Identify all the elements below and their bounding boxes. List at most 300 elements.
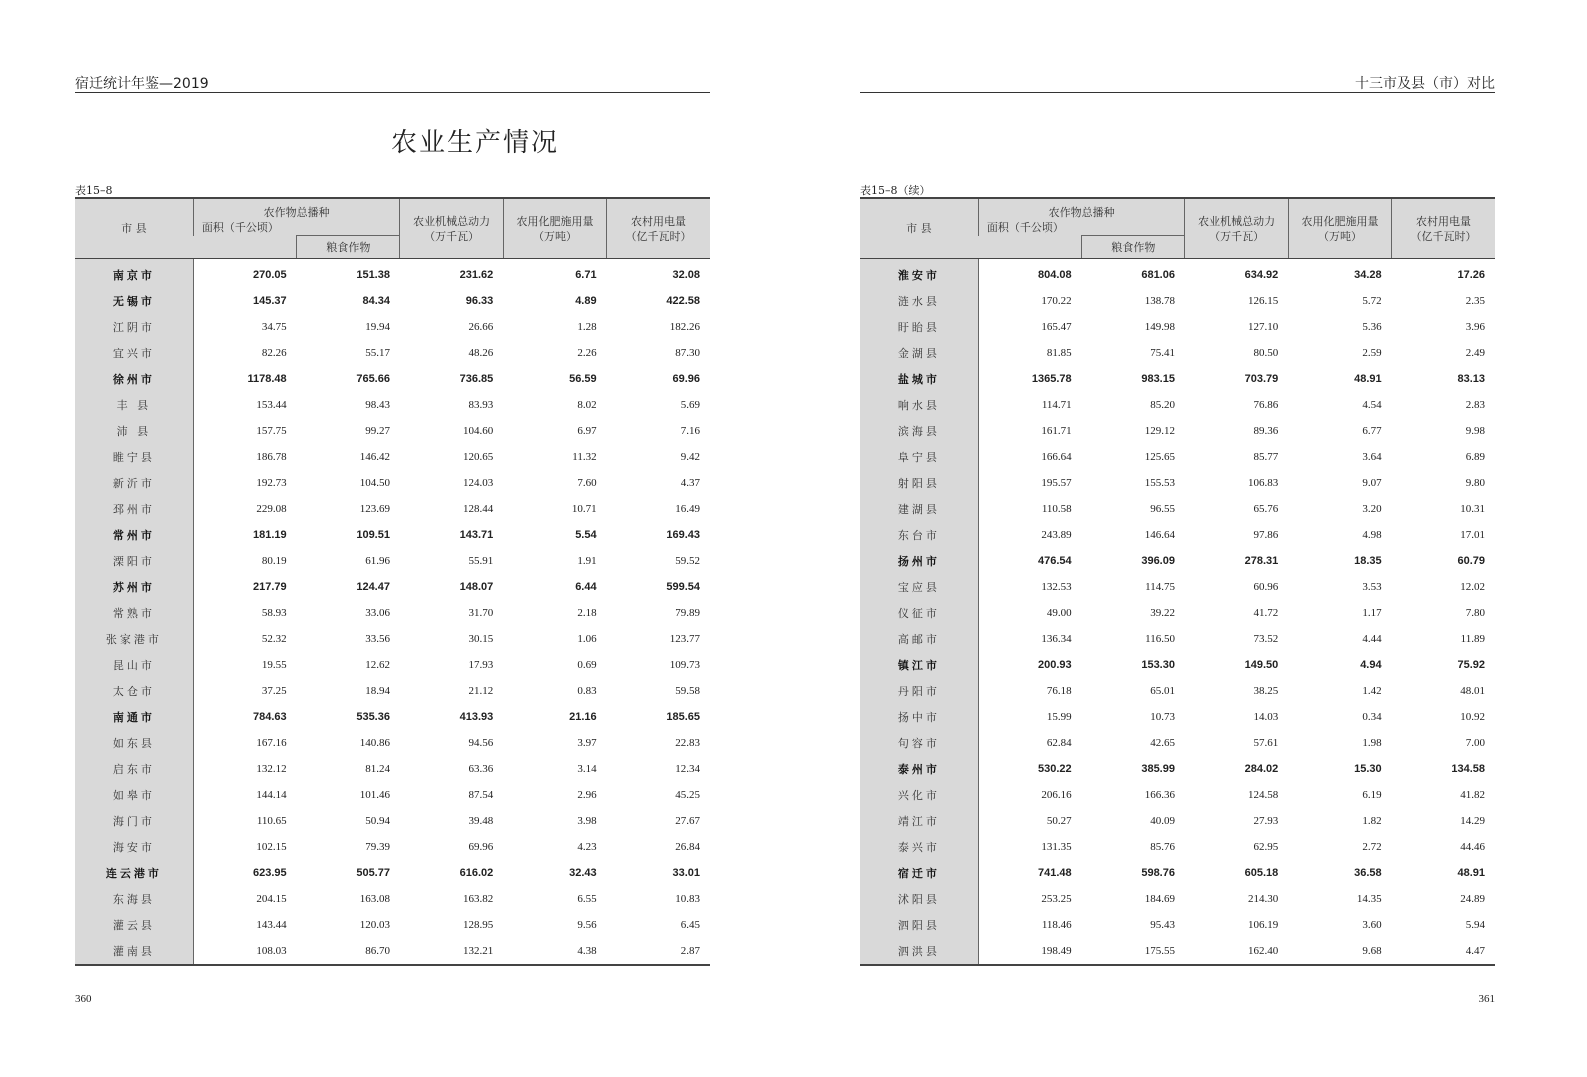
electricity-cell: 169.43	[666, 529, 700, 541]
electricity-cell: 2.35	[1465, 295, 1485, 307]
grain-cell: 40.09	[1150, 815, 1175, 827]
electricity-cell: 10.83	[675, 893, 700, 905]
header-region: 市 县	[860, 198, 978, 259]
table-row	[75, 886, 710, 912]
electricity-cell: 2.49	[1465, 347, 1485, 359]
electricity-cell: 83.13	[1457, 373, 1485, 385]
header-fertilizer-line2: （万吨）	[1317, 229, 1362, 243]
machinery-cell: 14.03	[1253, 711, 1279, 723]
electricity-cell: 22.83	[675, 737, 700, 749]
header-sown-area-line1: 农作物总播种	[263, 206, 330, 219]
data-table-left	[75, 197, 710, 966]
electricity-cell: 14.29	[1460, 815, 1485, 827]
fertilizer-cell: 6.71	[575, 269, 597, 281]
region-name-cell: 盱眙县	[860, 314, 978, 340]
header-machinery-line2: （万千瓦）	[424, 229, 480, 243]
sown-area-cell: 198.49	[978, 938, 1081, 965]
machinery-cell: 132.21	[400, 938, 503, 965]
machinery-cell: 214.30	[1248, 893, 1279, 905]
machinery-cell: 163.82	[463, 893, 494, 905]
fertilizer-cell: 2.96	[577, 789, 597, 801]
fertilizer-cell: 7.60	[577, 477, 597, 489]
table-row	[860, 860, 1495, 886]
header-machinery-line1: 农业机械总动力	[413, 214, 491, 228]
table-row	[75, 678, 710, 704]
region-name-cell: 海安市	[75, 834, 193, 860]
region-name-cell: 连云港市	[75, 860, 193, 886]
region-name-cell: 张家港市	[75, 626, 193, 652]
sown-area-cell: 136.34	[1041, 633, 1072, 645]
sown-area-cell: 165.47	[1041, 321, 1072, 333]
fertilizer-cell: 1.28	[577, 321, 597, 333]
sown-area-cell: 200.93	[1038, 659, 1072, 671]
sown-area-cell: 741.48	[1038, 867, 1072, 879]
region-name-cell: 如东县	[75, 730, 193, 756]
region-name-cell: 睢宁县	[75, 444, 193, 470]
electricity-cell: 5.69	[680, 399, 700, 411]
machinery-cell: 736.85	[459, 373, 494, 385]
region-name-cell: 宜兴市	[75, 340, 193, 366]
table-row	[860, 314, 1495, 340]
table-row	[75, 444, 710, 470]
sown-area-cell: 784.63	[253, 711, 287, 723]
sown-area-cell: 15.99	[1046, 711, 1072, 723]
fertilizer-cell: 1.17	[1362, 607, 1382, 619]
region-name-cell: 滨海县	[860, 418, 978, 444]
machinery-cell: 39.48	[468, 815, 494, 827]
table-row	[75, 548, 710, 574]
machinery-cell: 96.33	[465, 295, 494, 307]
header-sown-area-line2: 面积（千公顷）	[201, 221, 279, 234]
electricity-cell: 79.89	[675, 607, 700, 619]
fertilizer-cell: 3.53	[1362, 581, 1382, 593]
grain-cell: 123.69	[359, 503, 390, 515]
page-title: 农业生产情况	[390, 128, 559, 158]
machinery-cell: 143.71	[459, 529, 494, 541]
table-row	[860, 366, 1495, 392]
sown-area-cell: 50.27	[1046, 815, 1072, 827]
region-name-cell: 南通市	[75, 704, 193, 730]
electricity-cell: 17.01	[1460, 529, 1485, 541]
machinery-cell: 126.15	[1248, 295, 1279, 307]
grain-cell: 175.55	[1082, 938, 1185, 965]
region-name-cell: 沛 县	[75, 418, 193, 444]
table-row	[860, 418, 1495, 444]
sown-area-cell: 161.71	[1041, 425, 1072, 437]
electricity-cell: 24.89	[1460, 893, 1485, 905]
machinery-cell: 124.58	[1248, 789, 1279, 801]
fertilizer-cell: 4.89	[575, 295, 597, 307]
fertilizer-cell: 5.54	[575, 529, 597, 541]
grain-cell: 146.64	[1144, 529, 1175, 541]
sown-area-cell: 195.57	[1041, 477, 1072, 489]
region-name-cell: 扬州市	[860, 548, 978, 574]
grain-cell: 140.86	[359, 737, 390, 749]
table-row	[860, 548, 1495, 574]
region-name-cell: 东海县	[75, 886, 193, 912]
region-name-cell: 兴化市	[860, 782, 978, 808]
sown-area-cell: 114.71	[1041, 399, 1072, 411]
electricity-cell: 422.58	[666, 295, 700, 307]
table-row	[75, 938, 710, 965]
fertilizer-cell: 1.06	[577, 633, 597, 645]
region-name-cell: 常州市	[75, 522, 193, 548]
left-page	[75, 0, 710, 1077]
fertilizer-cell: 4.44	[1362, 633, 1382, 645]
electricity-cell: 2.83	[1465, 399, 1485, 411]
table-row	[860, 444, 1495, 470]
fertilizer-cell: 18.35	[1354, 555, 1382, 567]
region-name-cell: 丹阳市	[860, 678, 978, 704]
sown-area-cell: 132.53	[1041, 581, 1072, 593]
sown-area-cell: 145.37	[253, 295, 287, 307]
data-table-right	[860, 197, 1495, 966]
header-electricity-line2: （亿千瓦时）	[625, 229, 692, 243]
electricity-cell: 3.96	[1465, 321, 1485, 333]
fertilizer-cell: 32.43	[569, 867, 597, 879]
grain-cell: 85.20	[1150, 399, 1175, 411]
electricity-cell: 32.08	[672, 269, 700, 281]
machinery-cell: 48.26	[468, 347, 494, 359]
table-row	[860, 730, 1495, 756]
sown-area-cell: 82.26	[261, 347, 287, 359]
region-name-cell: 江阴市	[75, 314, 193, 340]
grain-cell: 125.65	[1144, 451, 1175, 463]
machinery-cell: 89.36	[1253, 425, 1279, 437]
electricity-cell: 59.58	[675, 685, 700, 697]
fertilizer-cell: 6.44	[575, 581, 597, 593]
region-name-cell: 仪征市	[860, 600, 978, 626]
table-row	[75, 418, 710, 444]
grain-cell: 149.98	[1144, 321, 1175, 333]
fertilizer-cell: 4.38	[503, 938, 606, 965]
fertilizer-cell: 9.56	[577, 919, 597, 931]
table-row	[860, 259, 1495, 289]
electricity-cell: 44.46	[1460, 841, 1485, 853]
machinery-cell: 106.19	[1248, 919, 1279, 931]
header-electricity-line2: （亿千瓦时）	[1410, 229, 1477, 243]
electricity-cell: 9.42	[680, 451, 700, 463]
fertilizer-cell: 56.59	[569, 373, 597, 385]
fertilizer-cell: 5.36	[1362, 321, 1382, 333]
electricity-cell: 12.02	[1460, 581, 1485, 593]
sown-area-cell: 143.44	[256, 919, 287, 931]
region-name-cell: 海门市	[75, 808, 193, 834]
grain-cell: 120.03	[359, 919, 390, 931]
fertilizer-cell: 3.64	[1362, 451, 1382, 463]
electricity-cell: 60.79	[1457, 555, 1485, 567]
machinery-cell: 83.93	[468, 399, 494, 411]
region-name-cell: 泗洪县	[860, 938, 978, 965]
machinery-cell: 69.96	[468, 841, 494, 853]
electricity-cell: 10.92	[1460, 711, 1485, 723]
grain-cell: 18.94	[365, 685, 390, 697]
fertilizer-cell: 0.83	[577, 685, 597, 697]
header-machinery-line1: 农业机械总动力	[1198, 214, 1276, 228]
grain-cell: 42.65	[1150, 737, 1175, 749]
table-row	[860, 912, 1495, 938]
electricity-cell: 7.16	[680, 425, 700, 437]
header-fertilizer-line1: 农用化肥施用量	[516, 214, 594, 228]
table-row	[860, 678, 1495, 704]
grain-cell: 99.27	[365, 425, 390, 437]
machinery-cell: 62.95	[1253, 841, 1279, 853]
grain-cell: 84.34	[362, 295, 390, 307]
grain-cell: 151.38	[356, 269, 390, 281]
table-row	[75, 652, 710, 678]
region-name-cell: 射阳县	[860, 470, 978, 496]
fertilizer-cell: 2.59	[1362, 347, 1382, 359]
fertilizer-cell: 10.71	[571, 503, 597, 515]
table-row	[75, 340, 710, 366]
sown-area-cell: 476.54	[1038, 555, 1072, 567]
grain-cell: 86.70	[297, 938, 400, 965]
header-machinery-line2: （万千瓦）	[1209, 229, 1265, 243]
header-grain: 粮食作物	[297, 236, 400, 259]
electricity-cell: 2.87	[607, 938, 710, 965]
region-name-cell: 金湖县	[860, 340, 978, 366]
electricity-cell: 33.01	[672, 867, 700, 879]
sown-area-cell: 102.15	[256, 841, 287, 853]
grain-cell: 681.06	[1141, 269, 1175, 281]
table-row	[75, 782, 710, 808]
sown-area-cell: 229.08	[256, 503, 287, 515]
electricity-cell: 10.31	[1460, 503, 1485, 515]
fertilizer-cell: 3.97	[577, 737, 597, 749]
fertilizer-cell: 1.82	[1362, 815, 1382, 827]
electricity-cell: 12.34	[675, 763, 700, 775]
machinery-cell: 162.40	[1185, 938, 1288, 965]
table-row	[75, 860, 710, 886]
grain-cell: 138.78	[1144, 295, 1175, 307]
header-fertilizer-line2: （万吨）	[532, 229, 577, 243]
electricity-cell: 5.94	[1465, 919, 1485, 931]
machinery-cell: 26.66	[468, 321, 494, 333]
sown-area-cell: 37.25	[261, 685, 287, 697]
fertilizer-cell: 2.26	[577, 347, 597, 359]
grain-cell: 155.53	[1144, 477, 1175, 489]
machinery-cell: 17.93	[468, 659, 494, 671]
fertilizer-cell: 9.68	[1288, 938, 1391, 965]
electricity-cell: 26.84	[675, 841, 700, 853]
machinery-cell: 148.07	[459, 581, 494, 593]
fertilizer-cell: 6.77	[1362, 425, 1382, 437]
machinery-cell: 21.12	[468, 685, 494, 697]
sown-area-cell: 19.55	[261, 659, 287, 671]
fertilizer-cell: 0.34	[1362, 711, 1382, 723]
region-name-cell: 如皋市	[75, 782, 193, 808]
machinery-cell: 94.56	[468, 737, 494, 749]
electricity-cell: 17.26	[1457, 269, 1485, 281]
fertilizer-cell: 9.07	[1362, 477, 1382, 489]
grain-cell: 65.01	[1150, 685, 1175, 697]
grain-cell: 50.94	[365, 815, 390, 827]
grain-cell: 765.66	[356, 373, 390, 385]
sown-area-cell: 131.35	[1041, 841, 1072, 853]
sown-area-cell: 49.00	[1046, 607, 1072, 619]
grain-cell: 81.24	[365, 763, 390, 775]
header-sown-area	[978, 198, 1185, 236]
table-row	[75, 522, 710, 548]
grain-cell: 396.09	[1141, 555, 1175, 567]
header-electricity-line1: 农村用电量	[631, 214, 687, 228]
region-name-cell: 泗阳县	[860, 912, 978, 938]
sown-area-cell: 253.25	[1041, 893, 1072, 905]
region-name-cell: 昆山市	[75, 652, 193, 678]
fertilizer-cell: 1.98	[1362, 737, 1382, 749]
header-region: 市 县	[75, 198, 193, 259]
electricity-cell: 41.82	[1460, 789, 1485, 801]
region-name-cell: 靖江市	[860, 808, 978, 834]
grain-cell: 98.43	[365, 399, 390, 411]
electricity-cell: 7.00	[1465, 737, 1485, 749]
sown-area-cell: 1178.48	[247, 373, 287, 385]
grain-cell: 95.43	[1150, 919, 1175, 931]
electricity-cell: 185.65	[666, 711, 700, 723]
table-label: 表15–8	[75, 184, 113, 197]
fertilizer-cell: 2.18	[577, 607, 597, 619]
fertilizer-cell: 0.69	[577, 659, 597, 671]
region-name-cell: 淮安市	[860, 259, 978, 289]
table-row	[860, 626, 1495, 652]
header-machinery	[1185, 198, 1288, 259]
region-name-cell: 句容市	[860, 730, 978, 756]
electricity-cell: 6.45	[680, 919, 700, 931]
sown-area-cell: 110.65	[256, 815, 287, 827]
table-row	[860, 704, 1495, 730]
sown-area-cell: 62.84	[1046, 737, 1072, 749]
region-name-cell: 沭阳县	[860, 886, 978, 912]
grain-cell: 184.69	[1144, 893, 1175, 905]
machinery-cell: 41.72	[1253, 607, 1279, 619]
electricity-cell: 4.47	[1392, 938, 1495, 965]
region-name-cell: 泰兴市	[860, 834, 978, 860]
electricity-cell: 27.67	[675, 815, 700, 827]
table-row	[860, 938, 1495, 965]
machinery-cell: 60.96	[1253, 581, 1279, 593]
region-name-cell: 灌南县	[75, 938, 193, 965]
sown-area-cell: 80.19	[261, 555, 287, 567]
region-name-cell: 宝应县	[860, 574, 978, 600]
grain-cell: 983.15	[1141, 373, 1175, 385]
sown-area-cell: 192.73	[256, 477, 287, 489]
machinery-cell: 124.03	[463, 477, 494, 489]
region-name-cell: 镇江市	[860, 652, 978, 678]
sown-area-cell: 81.85	[1046, 347, 1072, 359]
grain-cell: 385.99	[1141, 763, 1175, 775]
table-row	[860, 782, 1495, 808]
table-row	[860, 600, 1495, 626]
machinery-cell: 38.25	[1253, 685, 1279, 697]
header-sown-area-line1: 农作物总播种	[1048, 206, 1115, 219]
fertilizer-cell: 4.98	[1362, 529, 1382, 541]
table-row	[860, 522, 1495, 548]
grain-cell: 535.36	[356, 711, 390, 723]
electricity-cell: 6.89	[1465, 451, 1485, 463]
table-row	[75, 912, 710, 938]
electricity-cell: 59.52	[675, 555, 700, 567]
sown-area-cell: 530.22	[1038, 763, 1072, 775]
sown-area-cell: 132.12	[256, 763, 287, 775]
grain-cell: 129.12	[1144, 425, 1175, 437]
sown-area-cell: 170.22	[1041, 295, 1072, 307]
grain-cell: 598.76	[1141, 867, 1175, 879]
machinery-cell: 128.95	[463, 919, 494, 931]
grain-cell: 61.96	[365, 555, 390, 567]
table-row	[75, 730, 710, 756]
header-machinery	[400, 198, 503, 259]
fertilizer-cell: 1.91	[577, 555, 597, 567]
table-row	[75, 470, 710, 496]
running-head: 宿迁统计年鉴—2019	[75, 73, 710, 93]
region-name-cell: 涟水县	[860, 288, 978, 314]
region-name-cell: 溧阳市	[75, 548, 193, 574]
fertilizer-cell: 8.02	[577, 399, 597, 411]
sown-area-cell: 108.03	[193, 938, 296, 965]
table-row	[75, 600, 710, 626]
fertilizer-cell: 6.19	[1362, 789, 1382, 801]
grain-cell: 146.42	[359, 451, 390, 463]
machinery-cell: 65.76	[1253, 503, 1279, 515]
header-sown-area	[193, 198, 400, 236]
grain-cell: 39.22	[1150, 607, 1175, 619]
machinery-cell: 616.02	[459, 867, 494, 879]
fertilizer-cell: 3.20	[1362, 503, 1382, 515]
table-row	[860, 470, 1495, 496]
sown-area-cell: 166.64	[1041, 451, 1072, 463]
machinery-cell: 63.36	[468, 763, 494, 775]
page-number: 361	[1478, 993, 1495, 1005]
machinery-cell: 76.86	[1253, 399, 1279, 411]
machinery-cell: 413.93	[459, 711, 494, 723]
table-row	[75, 834, 710, 860]
machinery-cell: 149.50	[1244, 659, 1279, 671]
table-row	[75, 288, 710, 314]
grain-cell: 85.76	[1150, 841, 1175, 853]
fertilizer-cell: 48.91	[1354, 373, 1382, 385]
fertilizer-cell: 2.72	[1362, 841, 1382, 853]
region-name-cell: 徐州市	[75, 366, 193, 392]
table-row	[75, 496, 710, 522]
region-name-cell: 新沂市	[75, 470, 193, 496]
table-row	[75, 314, 710, 340]
electricity-cell: 9.80	[1465, 477, 1485, 489]
header-electricity	[1392, 198, 1495, 259]
table-row	[75, 626, 710, 652]
region-name-cell: 灌云县	[75, 912, 193, 938]
right-page	[860, 0, 1495, 1077]
header-grain: 粮食作物	[1082, 236, 1185, 259]
grain-cell: 79.39	[365, 841, 390, 853]
grain-cell: 33.56	[365, 633, 390, 645]
table-row	[860, 886, 1495, 912]
grain-cell: 10.73	[1150, 711, 1175, 723]
fertilizer-cell: 11.32	[572, 451, 597, 463]
region-name-cell: 阜宁县	[860, 444, 978, 470]
sown-area-cell: 34.75	[261, 321, 287, 333]
machinery-cell: 120.65	[463, 451, 494, 463]
region-name-cell: 泰州市	[860, 756, 978, 782]
machinery-cell: 31.70	[468, 607, 494, 619]
region-name-cell: 常熟市	[75, 600, 193, 626]
machinery-cell: 80.50	[1253, 347, 1279, 359]
fertilizer-cell: 4.54	[1362, 399, 1382, 411]
electricity-cell: 16.49	[675, 503, 700, 515]
electricity-cell: 11.89	[1460, 633, 1485, 645]
table-row	[75, 574, 710, 600]
header-sown-area-line2: 面积（千公顷）	[986, 221, 1064, 234]
table-row	[860, 574, 1495, 600]
